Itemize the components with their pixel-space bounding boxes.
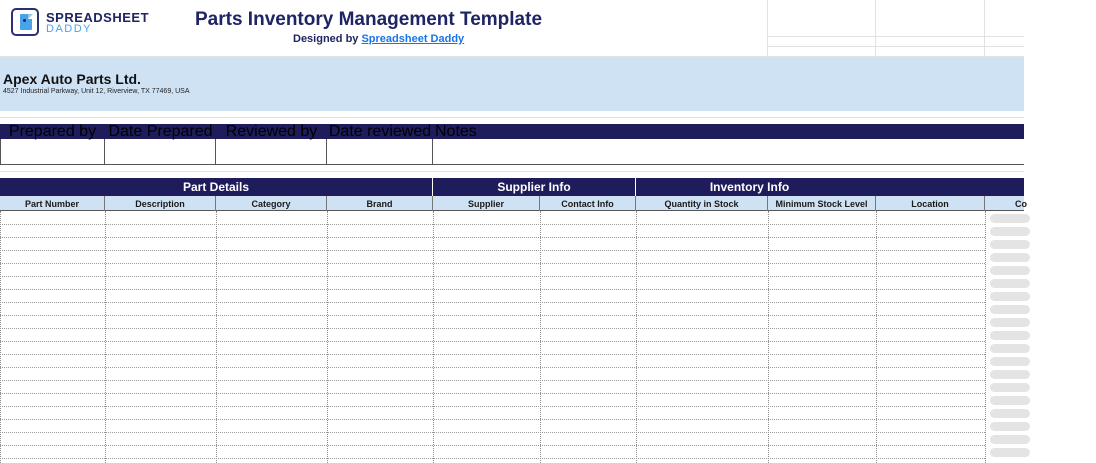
company-banner [0,57,1024,111]
condition-dropdown-chip[interactable] [990,422,1030,431]
grid-row-line [0,406,985,407]
grid-row-line [0,289,985,290]
grid-line [767,0,768,57]
col-location[interactable]: Location [876,196,985,211]
col-minimum-stock-level[interactable]: Minimum Stock Level [768,196,876,211]
col-contact-info[interactable]: Contact Info [540,196,636,211]
grid-row-line [0,302,985,303]
col-condition-truncated[interactable]: Co [1015,198,1027,209]
section-part-details: Part Details [0,178,433,196]
condition-dropdown-chip[interactable] [990,266,1030,275]
grid-row-line [0,380,985,381]
condition-dropdown-chip[interactable] [990,279,1030,288]
meta-label-reviewed-by: Reviewed by [225,122,318,140]
grid-line [767,46,1024,47]
date-prepared-input[interactable] [105,139,216,165]
grid-column-line [768,211,769,463]
date-reviewed-input[interactable] [327,139,433,165]
condition-dropdown-chip[interactable] [990,448,1030,457]
col-description[interactable]: Description [105,196,216,211]
grid-column-line [433,211,434,463]
grid-line [767,36,1024,37]
grid-row-line [0,224,985,225]
company-name[interactable]: Apex Auto Parts Ltd. [3,71,141,87]
grid-row-line [0,237,985,238]
meta-label-notes: Notes [435,122,477,140]
grid-row-line [0,354,985,355]
condition-dropdown-chip[interactable] [990,409,1030,418]
condition-dropdown-chip[interactable] [990,435,1030,444]
grid-line [0,171,1024,172]
reviewed-by-input[interactable] [216,139,327,165]
grid-row-line [0,250,985,251]
grid-row-line [0,432,985,433]
grid-row-line [0,419,985,420]
col-category[interactable]: Category [216,196,327,211]
grid-line [0,117,1024,118]
col-part-number[interactable]: Part Number [0,196,105,211]
col-brand[interactable]: Brand [327,196,433,211]
grid-column-line [636,211,637,463]
condition-dropdown-chip[interactable] [990,214,1030,223]
logo-page-shape [20,14,32,30]
grid-row-line [0,445,985,446]
grid-row-line [0,458,985,459]
col-quantity-in-stock[interactable]: Quantity in Stock [636,196,768,211]
condition-dropdown-chip[interactable] [990,383,1030,392]
condition-dropdown-chip[interactable] [990,396,1030,405]
condition-dropdown-chip[interactable] [990,292,1030,301]
section-inventory-info: Inventory Info [636,178,1096,196]
meta-label-date-prepared: Date Prepared [108,122,213,140]
spreadsheet-daddy-logo-icon [11,8,39,36]
condition-dropdown-chip[interactable] [990,305,1030,314]
grid-column-line [540,211,541,463]
grid-column-line [0,211,1,463]
grid-line [875,0,876,57]
designer-link[interactable]: Spreadsheet Daddy [361,33,465,45]
page-title: Parts Inventory Management Template [195,9,543,30]
grid-line [984,0,985,57]
section-supplier-info: Supplier Info [433,178,636,196]
meta-label-prepared-by: Prepared by [8,122,97,140]
grid-row-line [0,315,985,316]
grid-column-line [327,211,328,463]
condition-dropdown-chip[interactable] [990,318,1030,327]
meta-label-date-reviewed: Date reviewed [328,122,432,140]
company-address[interactable]: 4527 Industrial Parkway, Unit 12, Riverview, TX 77469, USA [3,88,190,95]
grid-row-line [0,263,985,264]
condition-dropdown-chip[interactable] [990,370,1030,379]
logo-eye-dot [23,19,26,22]
grid-column-line [876,211,877,463]
notes-input[interactable] [433,139,1024,165]
logo-text-secondary: DADDY [46,23,93,35]
condition-dropdown-chip[interactable] [990,227,1030,236]
condition-dropdown-chip[interactable] [990,357,1030,366]
grid-row-line [0,341,985,342]
page-subtitle [293,33,464,45]
grid-column-line [985,211,986,463]
grid-column-line [105,211,106,463]
grid-row-line [0,328,985,329]
col-supplier[interactable]: Supplier [433,196,540,211]
subtitle-prefix: Designed by [293,33,362,45]
grid-column-line [216,211,217,463]
grid-row-line [0,367,985,368]
condition-dropdown-chip[interactable] [990,344,1030,353]
logo-text-primary: SPREADSHEET [46,10,150,25]
condition-dropdown-chip[interactable] [990,331,1030,340]
grid-row-line [0,276,985,277]
condition-dropdown-chip[interactable] [990,253,1030,262]
condition-dropdown-chip[interactable] [990,240,1030,249]
grid-row-line [0,393,985,394]
prepared-by-input[interactable] [0,139,105,165]
